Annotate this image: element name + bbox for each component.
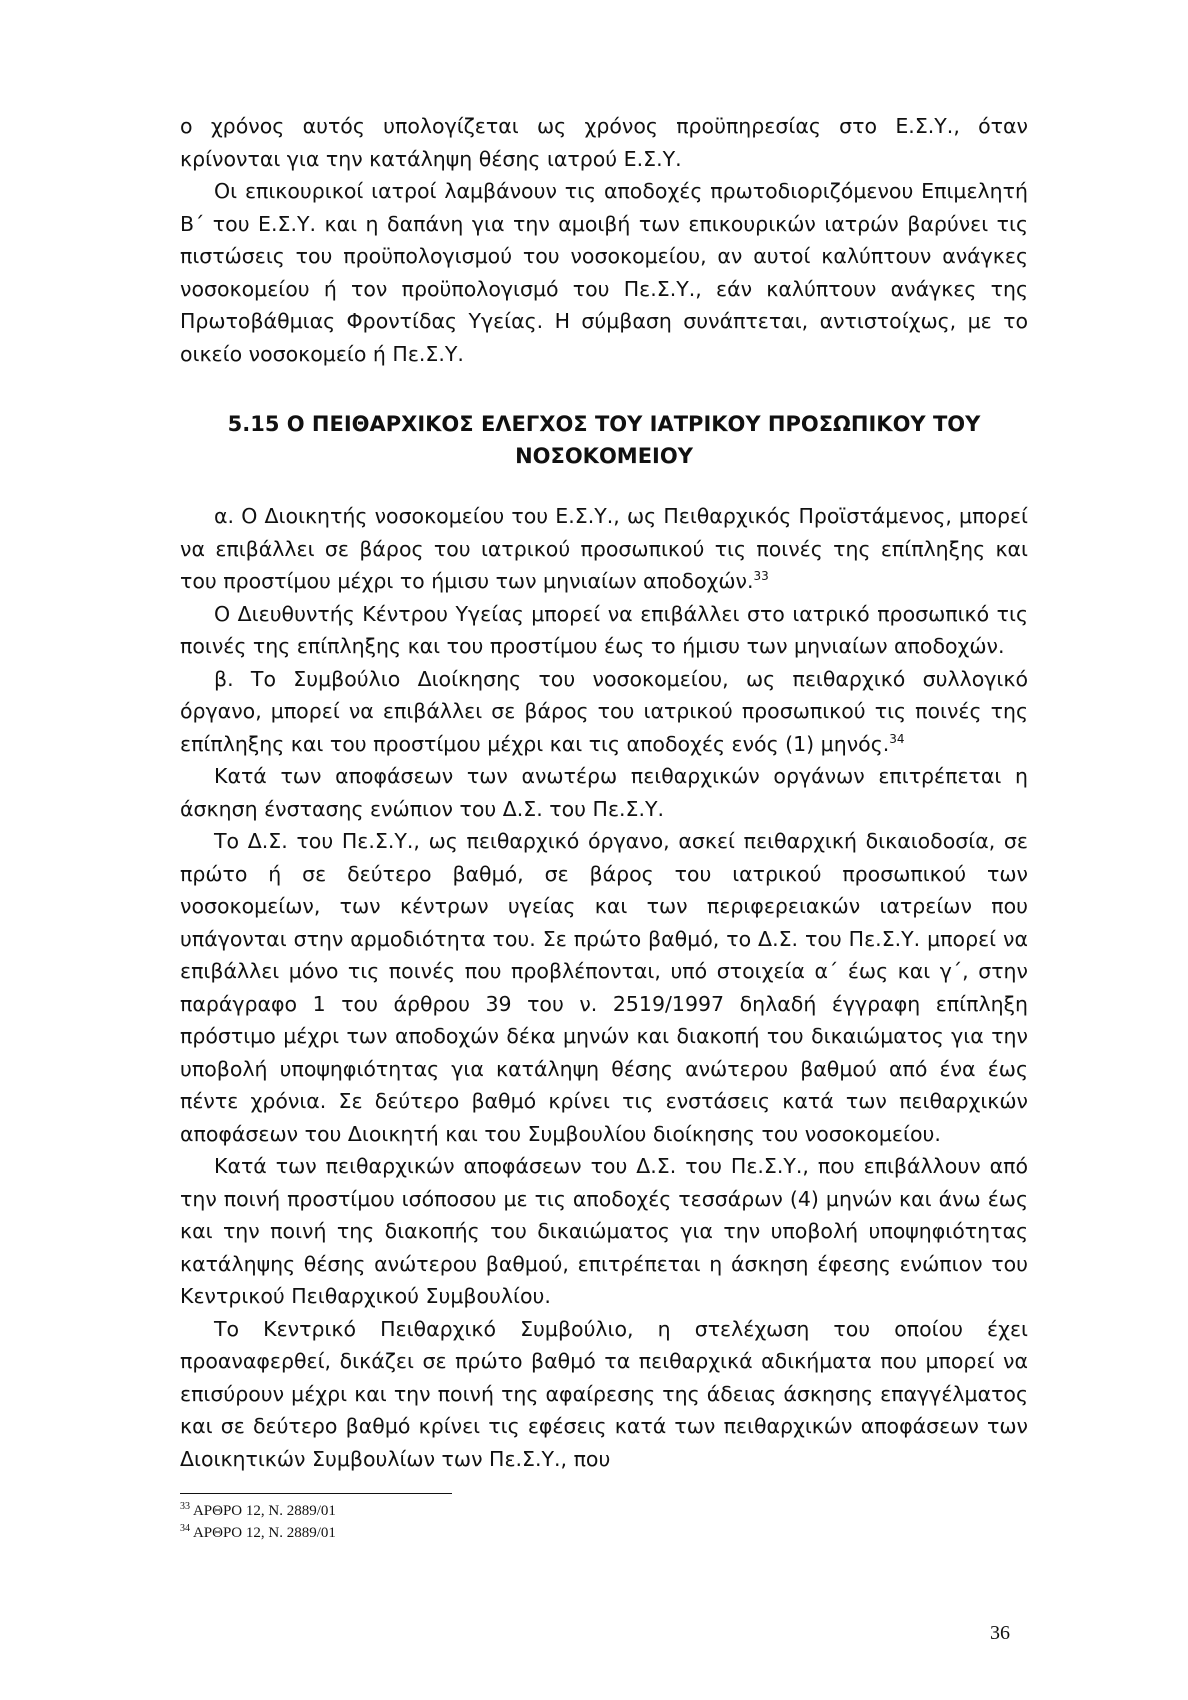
paragraph-continued: ο χρόνος αυτός υπολογίζεται ως χρόνος προϋπηρεσίας στο Ε.Σ.Υ., όταν κρίνονται για την κατάληψη θέσης ιατρού Ε.Σ.Υ. [180,114,1028,171]
footnote-34 [180,1522,1028,1544]
paragraph-b-text: β. Το Συμβούλιο Διοίκησης του νοσοκομείου, ως πειθαρχικό συλλογικό όργανο, μπορεί να επιβάλλει σε βάρος του ιατρικού προσωπικού τις ποινές της επίπληξης και του προστίμου μέχρι και τις αποδοχές ενός (1) μηνός. [180,666,1028,756]
paragraph-a2: Ο Διευθυντής Κέντρου Υγείας μπορεί να επιβάλλει στο ιατρικό προσωπικό τις ποινές της επίπληξης και του προστίμου έως το ήμισυ των μηνιαίων αποδοχών. [180,601,1028,658]
page-number: 36 [990,1622,1010,1644]
paragraph-b5: Το Κεντρικό Πειθαρχικό Συμβούλιο, η στελέχωση του οποίου έχει προαναφερθεί, δικάζει σε πρώτο βαθμό τα πειθαρχικά αδικήματα που μπορεί να επισύρουν μέχρι και την ποινή της αφαίρεσης της άδειας άσκησης επαγγέλματος και σε δεύτερο βαθμό κρίνει τις εφέσεις κατά των πειθαρχικών αποφάσεων των Διοικητικών Συμβουλίων των Πε.Σ.Υ., που [180,1316,1028,1471]
paragraph-b2: Κατά των αποφάσεων των ανωτέρω πειθαρχικών οργάνων επιτρέπεται η άσκηση ένστασης ενώπιον του Δ.Σ. του Πε.Σ.Υ. [180,764,1028,821]
paragraph-a-text: α. Ο Διοικητής νοσοκομείου του Ε.Σ.Υ., ως Πειθαρχικός Προϊστάμενος, μπορεί να επιβάλλει σε βάρος του ιατρικού προσωπικού τις ποινές της επίπληξης και του προστίμου μέχρι το ήμισυ των μηνιαίων αποδοχών. [180,504,1028,593]
document-body [180,110,1028,1475]
paragraph-b4: Κατά των πειθαρχικών αποφάσεων του Δ.Σ. του Πε.Σ.Υ., που επιβάλλουν από την ποινή προστίμου ισόποσου με τις αποδοχές τεσσάρων (4) μηνών και άνω έως και την ποινή της διακοπής του δικαιώματος για την υποβολή υποψηφιότητας κατάληψης θέσης ανώτερου βαθμού, επιτρέπεται η άσκηση έφεσης ενώπιον του Κεντρικού Πειθαρχικού Συμβουλίου. [180,1154,1028,1308]
footnotes [180,1493,1028,1544]
footnote-ref-33[interactable]: 33 [753,569,769,584]
paragraph-auxiliary-doctors: Οι επικουρικοί ιατροί λαμβάνουν τις αποδοχές πρωτοδιοριζόμενου Επιμελητή Β΄ του Ε.Σ.Υ. και η δαπάνη για την αμοιβή των επικουρικών ιατρών βαρύνει τις πιστώσεις του προϋπολογισμού του νοσοκομείου, αν αυτοί καλύπτουν ανάγκες νοσοκομείου ή τον προϋπολογισμό του Πε.Σ.Υ., εάν καλύπτουν ανάγκες της Πρωτοβάθμιας Φροντίδας Υγείας. Η σύμβαση συνάπτεται, αντιστοίχως, με το οικείο νοσοκομείο ή Πε.Σ.Υ. [180,179,1028,366]
footnote-divider [180,1493,452,1494]
footnote-number: 34 [180,1523,190,1534]
footnote-33 [180,1500,1028,1522]
footnote-number: 33 [180,1501,190,1512]
footnote-text: ΑΡΘΡΟ 12, Ν. 2889/01 [192,1525,336,1541]
paragraph-a [180,500,1028,598]
footnote-text: ΑΡΘΡΟ 12, Ν. 2889/01 [192,1503,336,1519]
footnote-ref-34[interactable]: 34 [889,731,905,746]
section-heading: 5.15 Ο ΠΕΙΘΑΡΧΙΚΟΣ ΕΛΕΓΧΟΣ ΤΟΥ ΙΑΤΡΙΚΟΥ ΠΡΟΣΩΠΙΚΟΥ ΤΟΥ ΝΟΣΟΚΟΜΕΙΟΥ [227,412,981,468]
paragraph-b [180,663,1028,761]
paragraph-b3: Το Δ.Σ. του Πε.Σ.Υ., ως πειθαρχικό όργανο, ασκεί πειθαρχική δικαιοδοσία, σε πρώτο ή σε δεύτερο βαθμό, σε βάρος του ιατρικού προσωπικού των νοσοκομείων, των κέντρων υγείας και των περιφερειακών ιατρείων που υπάγονται στην αρμοδιότητα του. Σε πρώτο βαθμό, το Δ.Σ. του Πε.Σ.Υ. μπορεί να επιβάλλει μόνο τις ποινές που προβλέπονται, υπό στοιχεία α΄ έως και γ΄, στην παράγραφο 1 του άρθρου 39 του ν. 2519/1997 δηλαδή έγγραφη επίπληξη πρόστιμο μέχρι των αποδοχών δέκα μηνών και διακοπή του δικαιώματος για την υποβολή υποψηφιότητας για κατάληψη θέσης ανώτερου βαθμού από ένα έως πέντε χρόνια. Σε δεύτερο βαθμό κρίνει τις ενστάσεις κατά των πειθαρχικών αποφάσεων του Διοικητή και του Συμβουλίου διοίκησης του νοσοκομείου. [180,829,1028,1146]
